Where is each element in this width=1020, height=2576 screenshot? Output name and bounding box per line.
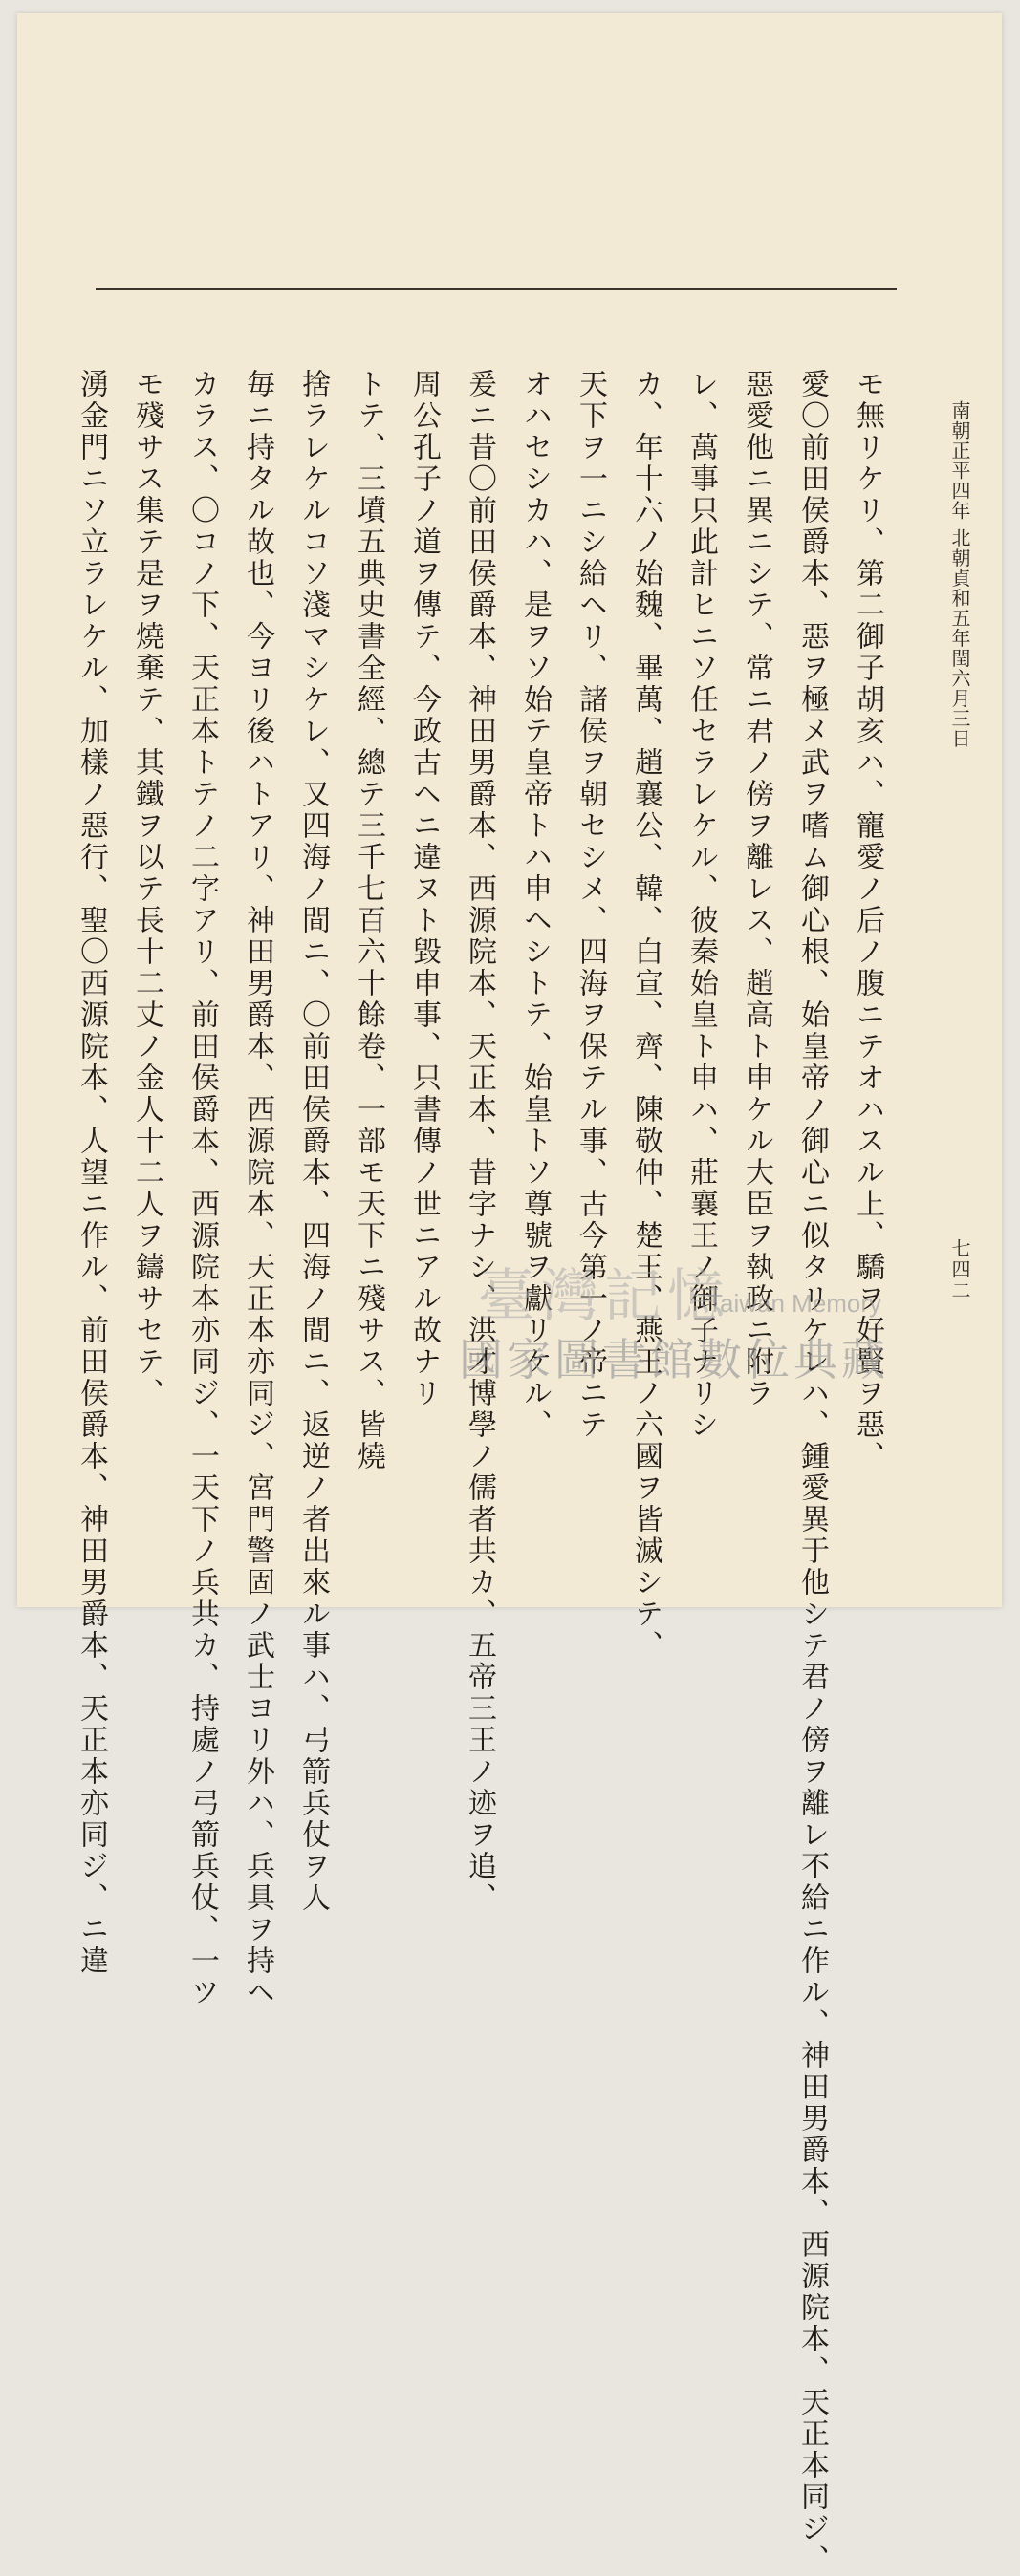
text-column: 惡愛他ニ異ニシテ、常ニ君ノ傍ヲ離レス、趙高ト申ケル大臣ヲ執政ニ附ラ (740, 369, 773, 1409)
text-column: モ無リケリ、第二御子胡亥ハ、寵愛ノ后ノ腹ニテオハスル上、驕ヲ好賢ヲ惡、 (851, 369, 884, 1472)
watermark-logo: 臺灣記憶 (478, 1263, 730, 1330)
text-column: 愛〇前田侯爵本、惡ヲ極メ武ヲ嗜ム御心根、始皇帝ノ御心ニ似タリケレハ、鍾愛異于他シテ君ノ傍ヲ離レ不給ニ作ル、神田男爵本、西源院本、天正本同ジ、 (795, 369, 829, 2576)
text-column: 天下ヲ一ニシ給ヘリ、諸侯ヲ朝セシメ、四海ヲ保テル事、古今第一ノ帝ニテ (574, 369, 607, 1441)
page-number: 七四二 (948, 1238, 971, 1301)
running-title: 南朝正平四年 北朝貞和五年閏六月三日 (948, 400, 971, 749)
watermark-caption: 國家圖書館數位典藏 (459, 1334, 889, 1385)
text-column: レ、萬事只此計ヒニソ任セラレケル、彼秦始皇ト申ハ、莊襄王ノ御子ナリシ (684, 369, 718, 1441)
book-page (17, 13, 1002, 2576)
text-column: カラス、〇コノ下、天正本トテノ二字アリ、前田侯爵本、西源院本亦同ジ、一天下ノ兵共カ、持處ノ弓箭兵仗、一ツ (185, 369, 219, 2008)
header-rule (96, 288, 897, 290)
text-column: トテ、三墳五典史書全經、總テ三千七百六十餘卷、一部モ天下ニ殘サス、皆燒 (352, 369, 385, 1472)
watermark-subtitle: Taiwan Memory (707, 1289, 882, 1318)
text-column: 毎ニ持タル故也、今ヨリ後ハトアリ、神田男爵本、西源院本、天正本亦同ジ、宮門警固ノ武士ヨリ外ハ、兵具ヲ持ヘ (241, 369, 274, 2008)
text-column: 周公孔子ノ道ヲ傳テ、今政古ヘニ違ヌト毀申事、只書傳ノ世ニアル故ナリ (407, 369, 441, 1409)
text-column: 捨ラレケルコソ淺マシケレ、又四海ノ間ニ、〇前田侯爵本、四海ノ間ニ、返逆ノ者出來ル事ハ、弓箭兵仗ヲ人 (296, 369, 330, 1914)
text-column: 爰ニ昔〇前田侯爵本、神田男爵本、西源院本、天正本、昔字ナシ、洪才博學ノ儒者共カ、五帝三王ノ迹ヲ追、 (463, 369, 496, 1914)
text-column: カ、年十六ノ始魏、畢萬、趙襄公、韓、白宣、齊、陳敬仲、楚王、燕王ノ六國ヲ皆滅シテ、 (629, 369, 662, 1662)
text-column: 湧金門ニソ立ラレケル、加樣ノ惡行、聖〇西源院本、人望ニ作ル、前田侯爵本、神田男爵本、天正本亦同ジ、ニ違 (75, 369, 108, 1977)
text-column: オハセシカハ、是ヲソ始テ皇帝トハ申ヘシトテ、始皇トソ尊號ヲ獻リケル、 (518, 369, 552, 1441)
text-column: モ殘サス集テ是ヲ燒棄テ、其鐵ヲ以テ長十二丈ノ金人十二人ヲ鑄サセテ、 (130, 369, 163, 1409)
body-text (75, 369, 895, 2576)
